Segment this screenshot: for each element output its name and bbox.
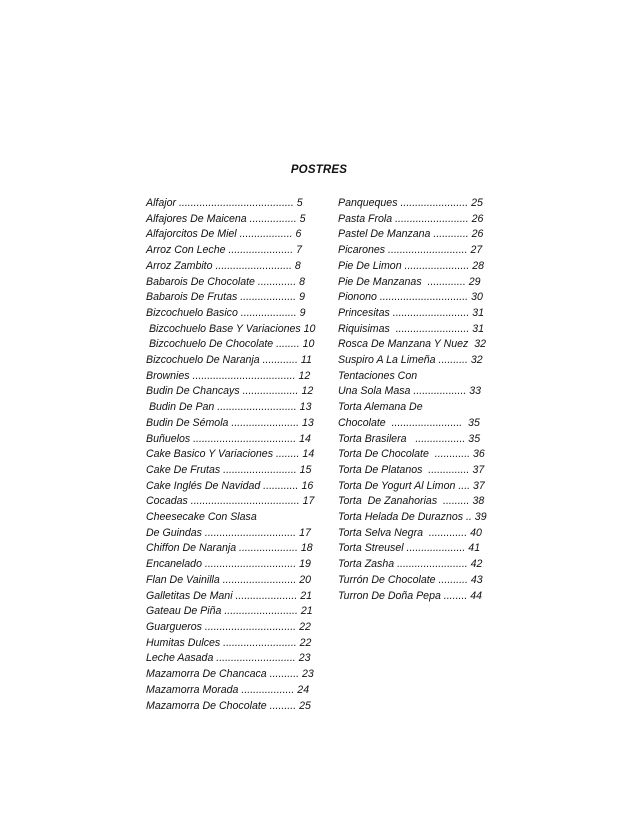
toc-entry: Buñuelos ................................... 14 <box>146 432 311 445</box>
toc-entry: Cake De Frutas ......................... 15 <box>146 463 312 476</box>
toc-entry: Mazamorra De Chancaca .......... 23 <box>146 668 314 681</box>
toc-entry: Mazamorra Morada .................. 24 <box>146 683 310 696</box>
toc-entry: Babarois De Chocolate ............. 8 <box>146 275 305 288</box>
toc-entry: Bizcochuelo Basico ................... 9 <box>146 306 306 319</box>
toc-right-column <box>338 196 494 604</box>
toc-entry: Torta Alemana De <box>338 401 423 414</box>
toc-entry: Flan De Vainilla ......................... 20 <box>146 573 312 586</box>
toc-entry: Cheesecake Con Slasa <box>146 511 257 524</box>
toc-entry: De Guindas ............................... 17 <box>146 526 311 539</box>
toc-entry: Gateau De Piña ......................... 21 <box>146 605 313 618</box>
toc-entry: Panqueques ....................... 25 <box>338 197 483 209</box>
toc-entry: Cake Basico Y Variaciones ........ 14 <box>146 448 315 461</box>
toc-entry: Arroz Zambito .......................... 8 <box>146 259 301 272</box>
page-title: POSTRES <box>290 164 348 176</box>
toc-entry: Turron De Doña Pepa ........ 44 <box>338 589 483 602</box>
toc-entry: Torta De Chocolate ............ 36 <box>338 448 485 461</box>
toc-entry: Budin De Pan ........................... 13 <box>146 401 312 414</box>
toc-entry: Bizcochuelo De Chocolate ........ 10 <box>146 338 315 351</box>
toc-entry: Turrón De Chocolate .......... 43 <box>338 573 483 586</box>
toc-entry: Pionono .............................. 30 <box>338 291 483 304</box>
toc-entry: Torta De Platanos .............. 37 <box>338 463 485 476</box>
toc-entry: Bizcochuelo Base Y Variaciones 10 <box>146 322 316 335</box>
toc-entry: Torta Zasha ........................ 42 <box>338 558 483 571</box>
toc-entry: Cake Inglés De Navidad ............ 16 <box>146 479 314 492</box>
toc-entry: Leche Aasada ........................... 23 <box>146 652 311 665</box>
toc-entry: Encanelado ............................... 19 <box>146 558 311 571</box>
toc-entry: Arroz Con Leche ...................... 7 <box>146 244 303 257</box>
toc-entry: Picarones ........................... 27 <box>338 244 483 257</box>
toc-entry: Chocolate ........................ 35 <box>338 416 480 429</box>
toc-entry: Princesitas .......................... 31 <box>338 306 485 319</box>
toc-entry: Torta Selva Negra ............. 40 <box>338 526 482 539</box>
toc-entry: Tentaciones Con <box>338 369 418 382</box>
toc-entry: Alfajores De Maicena ................ 5 <box>146 212 306 225</box>
toc-left-column <box>146 196 324 714</box>
toc-entry: Alfajorcitos De Miel .................. 6 <box>146 228 302 241</box>
toc-entry: Guargueros ............................... 22 <box>146 620 311 633</box>
toc-entry: Galletitas De Mani ..................... 21 <box>146 589 313 602</box>
toc-entry: Cocadas ..................................... 17 <box>146 495 315 508</box>
toc-entry: Suspiro A La Limeña .......... 32 <box>338 354 483 367</box>
toc-entry: Budin De Sémola ....................... 13 <box>146 416 314 429</box>
toc-entry: Bizcochuelo De Naranja ............ 11 <box>146 354 312 367</box>
toc-entry: Torta Helada De Duraznos .. 39 <box>338 511 487 524</box>
toc-entry: Pie De Manzanas ............. 29 <box>338 275 481 288</box>
toc-entry: Budin De Chancays ................... 12 <box>146 385 314 398</box>
toc-entry: Pastel De Manzana ............ 26 <box>338 228 484 241</box>
toc-entry: Pie De Limon ...................... 28 <box>338 259 485 272</box>
toc-entry: Torta Brasilera ................. 35 <box>338 432 481 445</box>
toc-entry: Riquisimas ......................... 31 <box>338 322 485 335</box>
toc-entry: Humitas Dulces ......................... 22 <box>146 636 312 649</box>
toc-entry: Una Sola Masa .................. 33 <box>338 385 482 398</box>
toc-entry: Brownies ................................... 12 <box>146 369 311 382</box>
toc-entry: Rosca De Manzana Y Nuez 32 <box>338 338 487 351</box>
toc-entry: Torta Streusel .................... 41 <box>338 542 481 555</box>
toc-entry: Chiffon De Naranja .................... 18 <box>146 542 313 555</box>
toc-entry: Mazamorra De Chocolate ......... 25 <box>146 699 311 712</box>
toc-entry: Torta De Yogurt Al Limon .... 37 <box>338 479 485 492</box>
toc-entry: Pasta Frola ......................... 26 <box>338 212 484 225</box>
toc-entry: Alfajor ....................................... 5 <box>146 197 303 209</box>
toc-entry: Torta De Zanahorias ......... 38 <box>338 495 485 508</box>
toc-entry: Babarois De Frutas ................... 9 <box>146 291 305 304</box>
